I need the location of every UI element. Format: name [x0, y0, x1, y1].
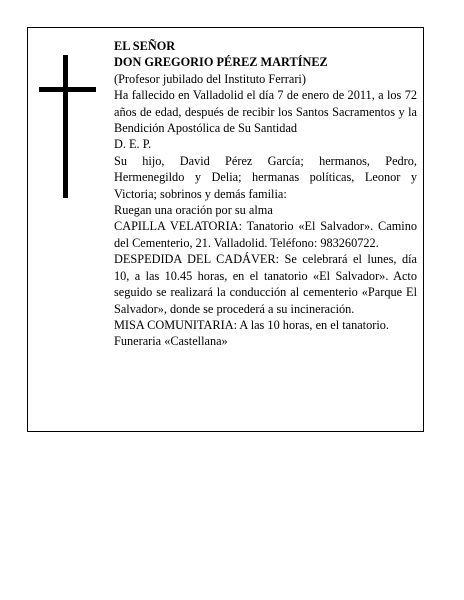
prayer-request: Ruegan una oración por su alma: [114, 203, 273, 218]
funeral-home: Funeraria «Castellana»: [114, 334, 228, 349]
obituary-text: [114, 38, 417, 350]
death-statement: Ha fallecido en Valladolid el día 7 de enero de 2011, a los 72 años de edad, después de recibir los Santos Sacramentos y la Bendición Apostólica de Su Santidad: [114, 88, 417, 136]
deceased-profession: (Profesor jubilado del Instituto Ferrari): [114, 71, 306, 86]
cross-vertical-bar: [63, 55, 68, 198]
dep-text: D. E. P.: [114, 137, 152, 152]
deceased-name: DON GREGORIO PÉREZ MARTÍNEZ: [114, 55, 328, 70]
heading-title: EL SEÑOR: [114, 39, 176, 53]
chapel-info: CAPILLA VELATORIA: Tanatorio «El Salvador». Camino del Cementerio, 21. Valladolid. Teléfono: 983260722.: [114, 219, 417, 250]
family-list: Su hijo, David Pérez García; hermanos, Pedro, Hermenegildo y Delia; hermanas políticas, Leonor y Victoria; sobrinos y demás familia:: [114, 153, 417, 201]
cross-horizontal-bar: [39, 87, 96, 92]
cross-icon: [39, 55, 96, 198]
mass-info: MISA COMUNITARIA: A las 10 horas, en el tanatorio.: [114, 317, 389, 332]
farewell-info: DESPEDIDA DEL CADÁVER: Se celebrará el lunes, día 10, a las 10.45 horas, en el tanatorio «El Salvador». Acto seguido se realizará la conducción al cementerio «Parque El Salvador», donde se procederá a su incineración.: [114, 252, 417, 316]
